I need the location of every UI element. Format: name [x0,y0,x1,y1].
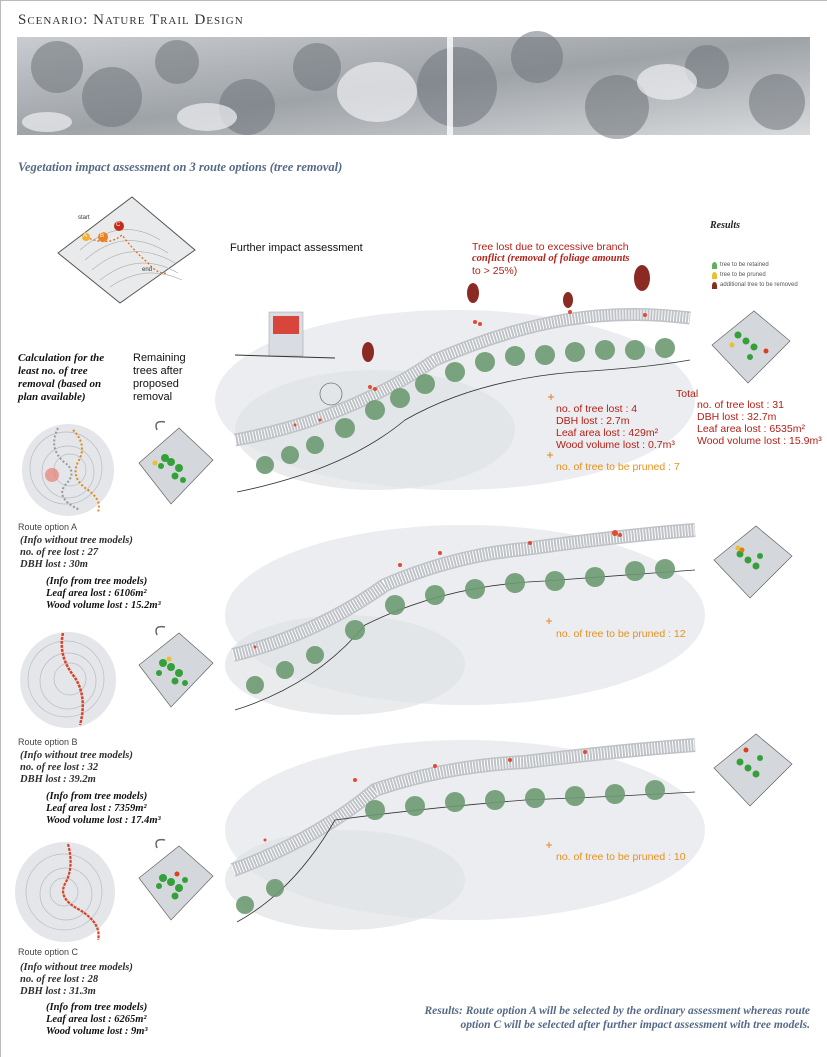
legend-label: tree to be pruned [720,272,766,278]
route-c-label: Route option C [18,947,79,957]
route-b-info-from-heading: (Info from tree models) [46,791,148,802]
route-a-dbh-lost: DBH lost : 30m [20,559,88,570]
route-b-info-without-heading: (Info without tree models) [20,750,133,761]
trail-section-c [225,730,705,930]
section-subtitle: Vegetation impact assessment on 3 route options (tree removal) [18,160,343,174]
total-leaf: Leaf area lost : 6535m² [697,423,805,435]
result-map-a [708,305,793,385]
further-assessment-heading: Further impact assessment [230,242,363,254]
route-b-trees-lost: no. of ree lost : 32 [20,762,99,773]
aerial-banner-image [17,37,810,135]
tree-retained-icon [712,262,717,269]
frame-line-left [0,0,1,1057]
trail-section-b [225,515,705,715]
callout-line-3: to > 25%) [472,265,518,277]
route-b-wood-volume: Wood volume lost : 17.4m³ [46,815,161,826]
result-map-b [710,520,795,600]
legend-item-retained [712,260,822,270]
route-b-remaining-trees [135,625,215,710]
route-a-info-from-heading: (Info from tree models) [46,576,148,587]
section-a-dbh: DBH lost : 2.7m [556,415,630,427]
section-b-pruned: no. of tree to be pruned : 12 [556,628,686,640]
results-heading: Results [710,220,741,231]
route-c-info-without-heading: (Info without tree models) [20,962,133,973]
tree-removed-icon [712,282,717,289]
page-title: Scenario: Nature Trail Design [18,12,244,28]
section-a-stats [556,403,675,451]
end-label: end [142,267,153,273]
total-dbh: DBH lost : 32.7m [697,411,777,423]
route-c-trees-lost: no. of ree lost : 28 [20,974,99,985]
route-c-remaining-trees [135,838,215,923]
route-b-label: Route option B [18,737,78,747]
total-heading: Total [676,388,699,400]
start-label: start [78,215,90,221]
calculation-heading: Calculation for the least no. of tree removal (based on plan available) [18,352,105,403]
section-a-pruned: no. of tree to be pruned : 7 [556,461,680,473]
callout-line-2: conflict (removal of foliage amounts [472,253,630,264]
legend [712,260,822,290]
route-c-model-block [46,1002,148,1038]
route-a-leaf-area: Leaf area lost : 6106m² [46,588,147,599]
marker-c: C [116,222,121,228]
route-a-model-block [46,576,161,612]
legend-item-removed [712,280,822,290]
route-a-remaining-trees [135,418,215,508]
route-a-info-block [20,535,133,571]
frame-line-top [0,0,827,1]
legend-item-pruned [712,270,822,280]
route-c-plan-map [10,840,120,945]
callout-line-1: Tree lost due to excessive branch [472,241,629,253]
total-wood: Wood volume lost : 15.9m³ [697,435,822,447]
marker-a: A [83,233,88,239]
section-a-wood: Wood volume lost : 0.7m³ [556,439,675,451]
route-b-model-block [46,791,161,827]
route-a-plan-map [18,420,118,520]
site-contour-map-graphic [50,195,200,305]
route-c-info-block [20,962,133,998]
route-b-leaf-area: Leaf area lost : 7359m² [46,803,147,814]
section-c-pruned: no. of tree to be pruned : 10 [556,851,686,863]
legend-label: additional tree to be removed [720,282,798,288]
site-contour-map [50,195,200,305]
route-a-wood-volume: Wood volume lost : 15.2m³ [46,600,161,611]
section-a-leaf: Leaf area lost : 429m² [556,427,659,439]
route-c-info-from-heading: (Info from tree models) [46,1002,148,1013]
result-map-c [710,728,795,808]
route-a-trees-lost: no. of ree lost : 27 [20,547,99,558]
route-b-dbh-lost: DBH lost : 39.2m [20,774,96,785]
route-c-dbh-lost: DBH lost : 31.3m [20,986,96,997]
remaining-trees-heading: Remaining trees after proposed removal [133,352,186,403]
route-c-wood-volume: Wood volume lost : 9m³ [46,1026,148,1037]
route-a-info-without-heading: (Info without tree models) [20,535,133,546]
marker-b: B [100,233,105,239]
route-b-info-block [20,750,133,786]
total-stats [697,399,822,447]
total-trees-lost: no. of tree lost : 31 [697,399,784,411]
section-a-trees-lost: no. of tree lost : 4 [556,403,638,415]
route-a-label: Route option A [18,522,78,532]
route-c-leaf-area: Leaf area lost : 6265m² [46,1014,147,1025]
legend-label: tree to be retained [720,262,769,268]
route-b-plan-map [18,625,118,735]
final-result-statement: Results: Route option A will be selected by the ordinary assessment whereas route option C will be selected after further impact assessment with tree models. [424,1005,810,1031]
tree-pruned-icon [712,272,717,279]
